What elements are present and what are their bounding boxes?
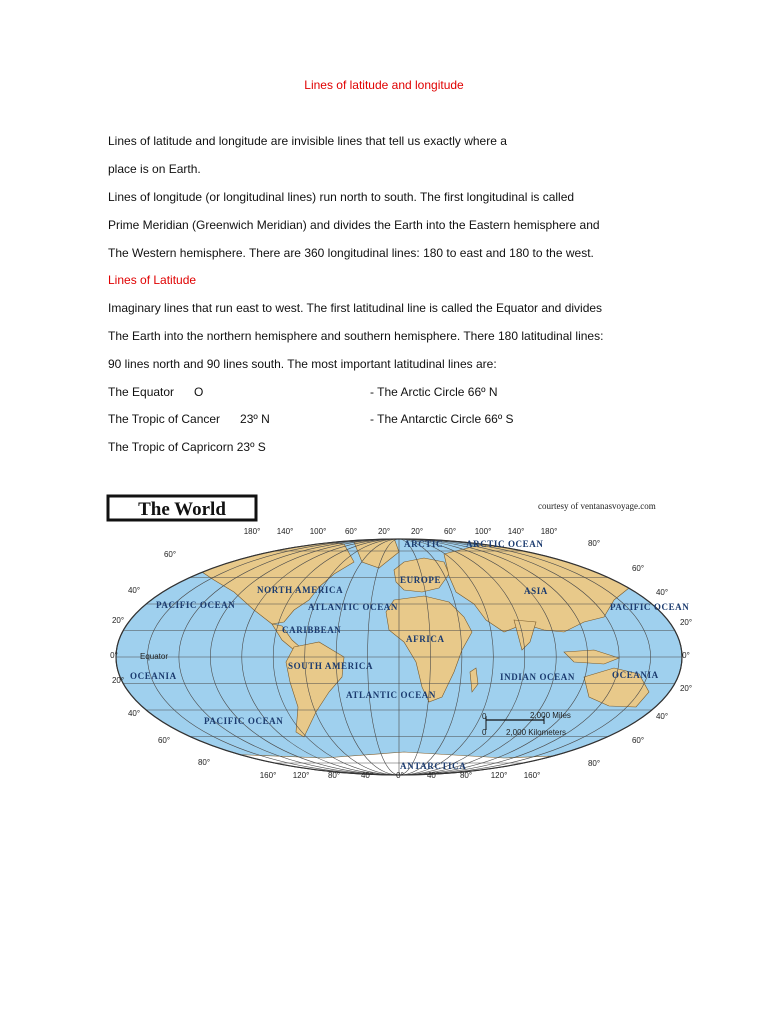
- graticule: [104, 539, 694, 775]
- longitude-tick-label: 120°: [490, 771, 508, 780]
- latitude-row: [108, 385, 203, 399]
- longitude-tick-label: 80°: [327, 771, 341, 780]
- latitude-tick-label: 40°: [127, 586, 141, 595]
- scale-zero-miles: 0: [482, 712, 487, 721]
- label-pacific-northeast: PACIFIC OCEAN: [610, 602, 690, 612]
- latitude-item: The Equator O: [108, 385, 204, 399]
- longitude-tick-label: 160°: [523, 771, 541, 780]
- latitude-tick-label: 60°: [163, 550, 177, 559]
- longitude-tick-label: 160°: [259, 771, 277, 780]
- paragraph-line: Lines of longitude (or longitudinal lines) run north to south. The first longitudinal is called: [108, 190, 575, 204]
- latitude-tick-label: 80°: [587, 759, 601, 768]
- paragraph-line: The Western hemisphere. There are 360 longitudinal lines: 180 to east and 180 to the west.: [108, 246, 594, 260]
- paragraph-line: Prime Meridian (Greenwich Meridian) and divides the Earth into the Eastern hemisphere and: [108, 218, 600, 232]
- longitude-tick-label: 60°: [443, 527, 457, 536]
- label-arctic: ARCTIC: [404, 539, 444, 549]
- scale-miles: 2,000 Miles: [530, 711, 571, 720]
- latitude-tick-label: 40°: [655, 712, 669, 721]
- label-oceania-west: OCEANIA: [130, 671, 177, 681]
- longitude-tick-label: 0°: [396, 771, 404, 780]
- paragraph-line: The Earth into the northern hemisphere and southern hemisphere. There 180 latitudinal lines:: [108, 329, 604, 343]
- equator-label: Equator: [140, 652, 169, 661]
- label-south-america: SOUTH AMERICA: [288, 661, 374, 671]
- latitude-item: - The Arctic Circle 66º N: [370, 385, 498, 399]
- latitude-tick-label: 40°: [655, 588, 669, 597]
- latitude-tick-label: 60°: [157, 736, 171, 745]
- paragraph-line: 90 lines north and 90 lines south. The most important latitudinal lines are:: [108, 357, 497, 371]
- latitude-tick-label: 20°: [111, 676, 125, 685]
- latitude-tick-label: 60°: [631, 564, 645, 573]
- longitude-tick-label: 20°: [377, 527, 391, 536]
- latitude-tick-label: 20°: [679, 618, 693, 627]
- longitude-tick-label: 120°: [292, 771, 310, 780]
- paragraph-line: place is on Earth.: [108, 162, 201, 176]
- label-indian-ocean: INDIAN OCEAN: [500, 672, 575, 682]
- label-pacific-north: PACIFIC OCEAN: [156, 600, 236, 610]
- longitude-tick-label: 40°: [426, 771, 440, 780]
- longitude-tick-label: 140°: [507, 527, 525, 536]
- longitude-tick-label: 100°: [474, 527, 492, 536]
- latitude-row: [108, 412, 270, 426]
- latitude-tick-label: 80°: [587, 539, 601, 548]
- longitude-tick-label: 140°: [276, 527, 294, 536]
- longitude-tick-label: 80°: [459, 771, 473, 780]
- longitude-tick-label: 20°: [410, 527, 424, 536]
- latitude-tick-label: 60°: [631, 736, 645, 745]
- top-longitude-ticks: [244, 527, 558, 536]
- map-heading: The World: [138, 499, 226, 520]
- label-africa: AFRICA: [406, 634, 445, 644]
- label-oceania-east: OCEANIA: [612, 670, 659, 680]
- latitude-tick-label: 20°: [111, 616, 125, 625]
- label-asia: ASIA: [524, 586, 548, 596]
- label-pacific-south: PACIFIC OCEAN: [204, 716, 284, 726]
- label-atlantic-north: ATLANTIC OCEAN: [308, 602, 398, 612]
- label-north-america: NORTH AMERICA: [257, 585, 344, 595]
- latitude-tick-label: 40°: [127, 709, 141, 718]
- longitude-tick-label: 60°: [344, 527, 358, 536]
- paragraph-line: Imaginary lines that run east to west. The first latitudinal line is called the Equator and divides: [108, 301, 603, 315]
- paragraph-line: Lines of latitude and longitude are invisible lines that tell us exactly where a: [108, 134, 507, 148]
- document-title: Lines of latitude and longitude: [304, 78, 464, 92]
- map-credit: courtesy of ventanasvoyage.com: [538, 501, 656, 511]
- label-antarctica: ANTARCTICA: [400, 761, 467, 771]
- longitude-tick-label: 180°: [243, 527, 261, 536]
- longitude-tick-label: 100°: [309, 527, 327, 536]
- latitude-tick-label: 0°: [682, 651, 690, 660]
- longitude-tick-label: 40°: [360, 771, 374, 780]
- latitude-item: - The Antarctic Circle 66º S: [370, 412, 514, 426]
- scale-km: 2,000 Kilometers: [506, 728, 567, 737]
- latitude-tick-label: 0°: [110, 651, 118, 660]
- latitude-item: The Tropic of Cancer 23º N: [108, 412, 270, 426]
- latitude-tick-label: 20°: [679, 684, 693, 693]
- bottom-longitude-ticks: [260, 771, 541, 780]
- world-map-svg: [104, 492, 694, 782]
- latitude-tick-label: 80°: [197, 758, 211, 767]
- label-atlantic-south: ATLANTIC OCEAN: [346, 690, 436, 700]
- world-map: [104, 492, 694, 782]
- label-arctic-ocean: ARCTIC OCEAN: [466, 539, 544, 549]
- longitude-tick-label: 180°: [540, 527, 558, 536]
- scale-zero-km: 0: [482, 728, 487, 737]
- label-europe: EUROPE: [400, 575, 442, 585]
- label-caribbean: CARIBBEAN: [282, 625, 342, 635]
- section-heading: Lines of Latitude: [108, 273, 197, 287]
- latitude-item: The Tropic of Capricorn 23º S: [108, 440, 266, 454]
